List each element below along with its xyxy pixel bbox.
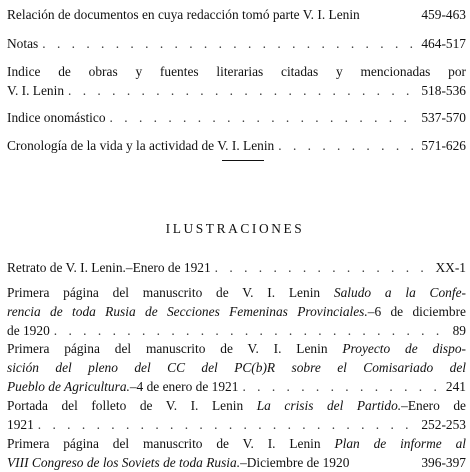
toc-page-number: 464-517 <box>421 36 466 51</box>
illustration-text-line: rencia de toda Rusia de Secciones Femeninas Provinciales.–6 de diciembre <box>7 304 466 319</box>
illustration-entry-women-conference <box>7 283 466 340</box>
toc-entry-documents <box>7 5 466 24</box>
illustration-page-number: 252-253 <box>421 417 466 432</box>
dot-leader <box>38 415 418 434</box>
toc-entry-notes <box>7 34 466 53</box>
dot-leader <box>110 108 418 127</box>
illustration-page-number: XX-1 <box>435 260 466 275</box>
dot-leader <box>54 321 449 340</box>
illustration-text-line: Primera página del manuscrito de V. I. Lenin Proyecto de dispo- <box>7 341 466 356</box>
illustration-text-line: VIII Congreso de los Soviets de toda Rusia.–Diciembre de 1920 <box>7 455 350 470</box>
toc-page-number: 518-536 <box>421 83 466 98</box>
toc-entry-text: Relación de documentos en cuya redacción tomó parte V. I. Lenin <box>7 7 360 22</box>
illustration-page-number: 241 <box>445 379 466 394</box>
illustration-entry-agriculture <box>7 339 466 396</box>
illustration-text-line: sición del pleno del CC del PC(b)R sobre el Comisariado del <box>7 360 466 375</box>
dot-leader <box>68 81 417 100</box>
illustration-entry-soviet-congress <box>7 434 466 472</box>
toc-page-number: 571-626 <box>421 138 466 153</box>
toc-entry-name-index <box>7 108 466 127</box>
dot-leader <box>278 136 417 155</box>
toc-entry-text-cont: V. I. Lenin <box>7 83 65 98</box>
dot-leader <box>42 34 417 53</box>
illustration-page-number: 396-397 <box>421 455 466 470</box>
toc-entry-chronology <box>7 136 466 155</box>
illustration-text-line: Pueblo de Agricultura.–4 de enero de 1921 <box>7 379 239 394</box>
illustration-text-line: 1921 <box>7 417 34 432</box>
illustration-text-line: Primera página del manuscrito de V. I. Lenin Plan de informe al <box>7 436 466 451</box>
section-divider <box>222 160 264 161</box>
toc-entry-works-index <box>7 62 466 100</box>
illustration-page-number: 89 <box>452 323 466 338</box>
dot-leader <box>215 258 432 277</box>
toc-page-number: 537-570 <box>421 110 466 125</box>
illustration-text: Retrato de V. I. Lenin.–Enero de 1921 <box>7 260 211 275</box>
toc-entry-text: Indice de obras y fuentes literarias citadas y mencionadas por <box>7 64 466 79</box>
toc-entry-text: Notas <box>7 36 39 51</box>
toc-entry-text: Cronología de la vida y la actividad de V. I. Lenin <box>7 138 275 153</box>
toc-entry-text: Indice onomástico <box>7 110 106 125</box>
illustration-text-line: Portada del folleto de V. I. Lenin La crisis del Partido.–Enero de <box>7 398 466 413</box>
illustration-entry-party-crisis <box>7 396 466 434</box>
toc-page-number: 459-463 <box>421 7 466 22</box>
illustration-text-line: Primera página del manuscrito de V. I. Lenin Saludo a la Confe- <box>7 285 466 300</box>
illustration-entry-portrait <box>7 258 466 277</box>
illustration-text-line: de 1920 <box>7 323 50 338</box>
dot-leader <box>242 377 441 396</box>
illustrations-heading: ILUSTRACIONES <box>165 221 305 236</box>
